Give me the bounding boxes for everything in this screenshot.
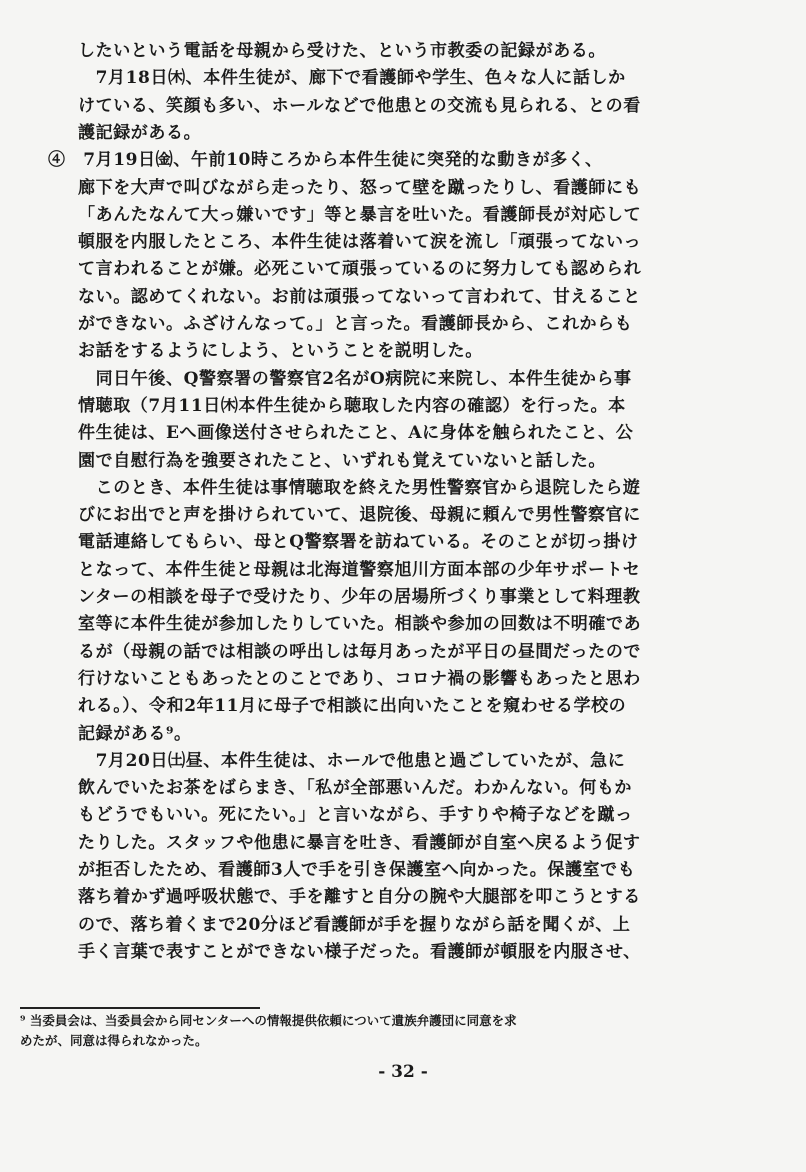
text-line: て言われることが嫌。必死こいて頑張っているのに努力しても認められ [78, 259, 642, 280]
text-line: 「あんたなんて大っ嫌いです」等と暴言を吐いた。看護師長が対応して [78, 204, 642, 225]
text-line: れる。）、令和2年11月に母子で相談に出向いたことを窺わせる学校の [78, 696, 627, 717]
footnote-rule [20, 1007, 260, 1009]
text-line: 行けないこともあったとのことであり、コロナ禍の影響もあったと思わ [78, 668, 641, 689]
text-line: 7月18日㈭、本件生徒が、廊下で看護師や学生、色々な人に話しか [78, 68, 626, 89]
text-line: このとき、本件生徒は事情聴取を終えた男性警察官から退院したら遊 [78, 477, 641, 498]
text-line: お話をするようにしよう、ということを説明した。 [78, 341, 483, 362]
text-line: 護記録がある。 [78, 122, 202, 143]
text-line: したいという電話を母親から受けた、という市教委の記録がある。 [78, 41, 606, 61]
text-line: もどうでもいい。死にたい。」と言いながら、手すりや椅子などを蹴っ [78, 805, 633, 826]
text-line: ので、落ち着くまで20分ほど看護師が手を握りながら話を聞くが、上 [78, 914, 631, 935]
text-line: びにお出でと声を掛けられていて、退院後、母親に頼んで男性警察官に [78, 505, 641, 526]
text-line: けている、笑顔も多い、ホールなどで他患との交流も見られる、との看 [78, 95, 641, 116]
text-line: ④ 7月19日㈮、午前10時ころから本件生徒に突発的な動きが多く、 [48, 150, 603, 171]
text-line: 室等に本件生徒が参加したりしていた。相談や参加の回数は不明確であ [78, 614, 642, 635]
text-line: 飲んでいたお茶をばらまき、「私が全部悪いんだ。わかんない。何もか [78, 778, 633, 799]
footnote-line: ⁹ 当委員会は、当委員会から同センターへの情報提供依頼について遺族弁護団に同意を求 [20, 1013, 517, 1028]
text-line: 7月20日㈯昼、本件生徒は、ホールで他患と過ごしていたが、急に [78, 750, 626, 771]
text-line: 廊下を大声で叫びながら走ったり、怒って壁を蹴ったりし、看護師にも [78, 177, 642, 198]
text-line: が拒否したため、看護師3人で手を引き保護室へ向かった。保護室でも [78, 860, 636, 880]
text-line: 電話連絡してもらい、母とQ警察署を訪ねている。そのことが切っ掛け [78, 532, 639, 553]
text-line: 同日午後、Q警察署の警察官2名がO病院に来院し、本件生徒から事 [78, 368, 632, 389]
text-line: となって、本件生徒と母親は北海道警察旭川方面本部の少年サポートセ [78, 559, 641, 580]
text-line: 頓服を内服したところ、本件生徒は落着いて涙を流し「頑張ってないっ [78, 232, 642, 253]
text-line: 件生徒は、Eへ画像送付させられたこと、Aに身体を触られたこと、公 [78, 423, 634, 444]
text-line: 情聴取（7月11日㈭本件生徒から聴取した内容の確認）を行った。本 [78, 395, 626, 416]
text-line: 手く言葉で表すことができない様子だった。看護師が頓服を内服させ、 [78, 941, 641, 962]
footnote-line: めたが、同意は得られなかった。 [20, 1033, 208, 1048]
text-line: ない。認めてくれない。お前は頑張ってないって言われて、甘えること [78, 286, 641, 307]
text-line: 記録がある⁹。 [78, 723, 192, 744]
text-line: ンターの相談を母子で受けたり、少年の居場所づくり事業として料理教 [78, 587, 641, 607]
text-line: 落ち着かず過呼吸状態で、手を離すと自分の腕や大腿部を叩こうとする [78, 887, 641, 908]
text-line: たりした。スタッフや他患に暴言を吐き、看護師が自室へ戻るよう促す [78, 832, 641, 853]
text-line: 園で自慰行為を強要されたこと、いずれも覚えていないと話した。 [78, 450, 606, 471]
text-line: るが（母親の話では相談の呼出しは毎月あったが平日の昼間だったので [78, 641, 642, 662]
text-line: ができない。ふざけんなって。」と言った。看護師長から、これからも [78, 314, 633, 334]
page-number: - 32 - [378, 1062, 428, 1082]
